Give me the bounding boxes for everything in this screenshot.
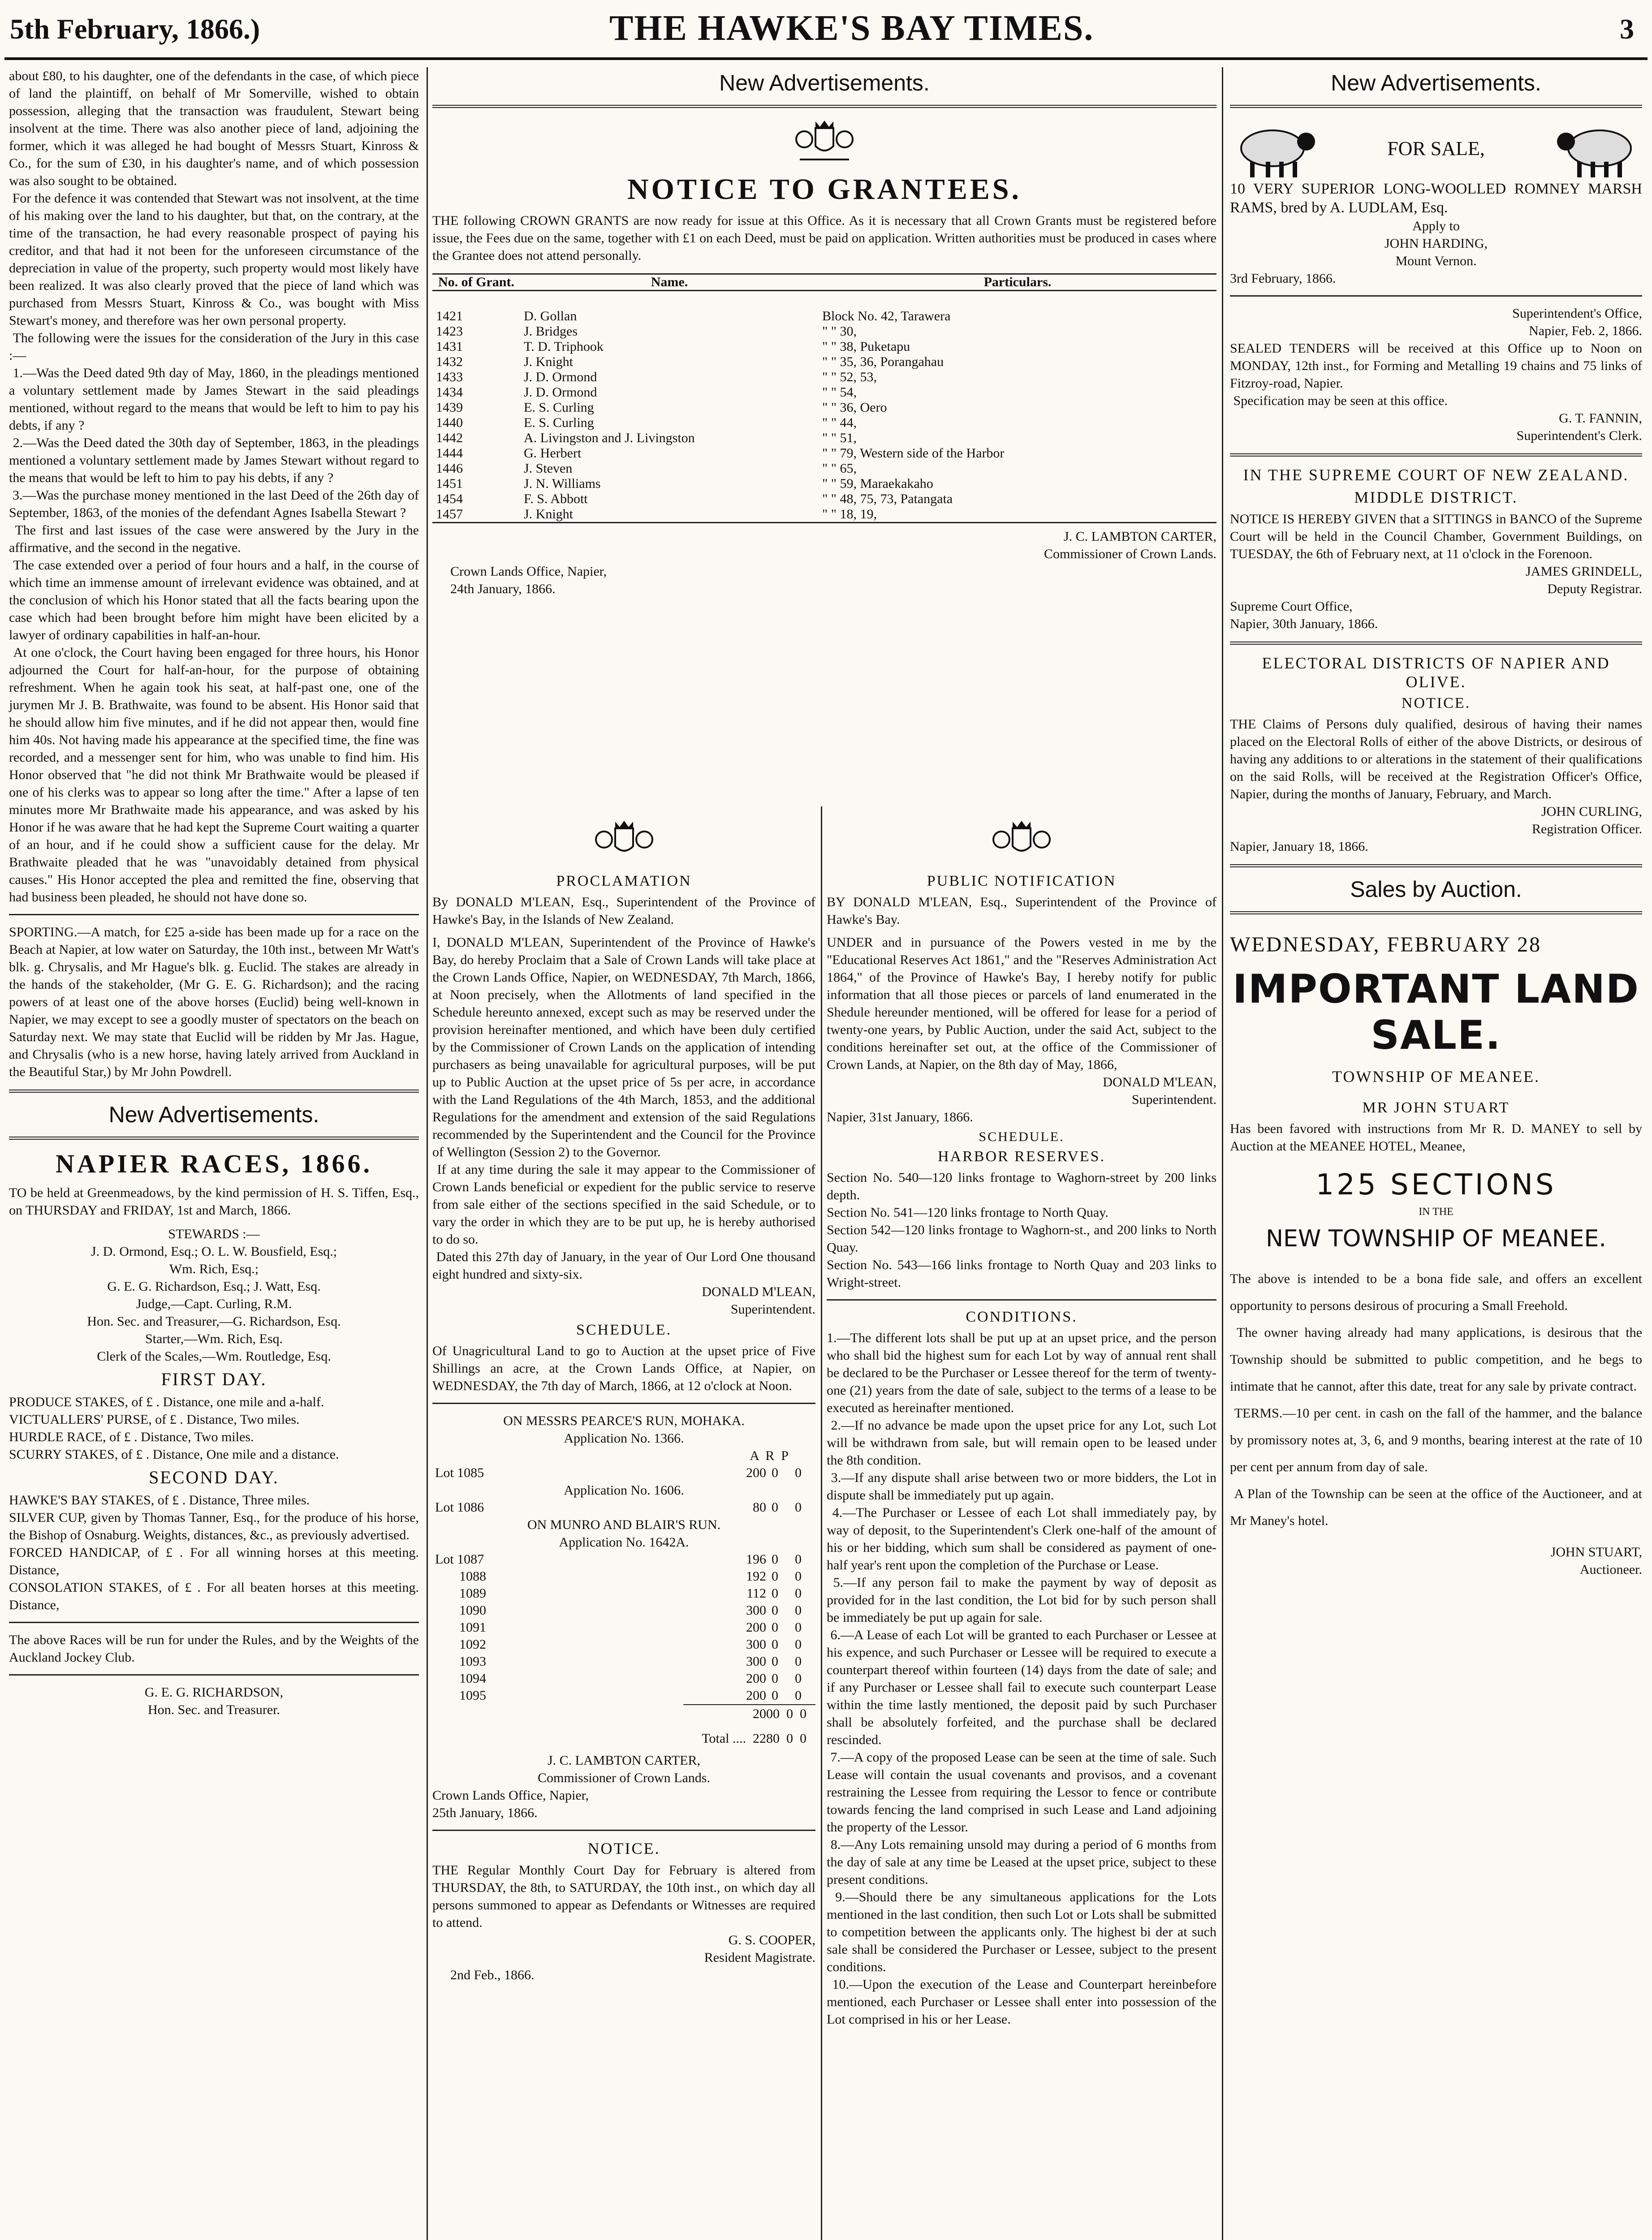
auction-body: The above is intended to be a bona fide sale, and offers an excellent opportunity to persons desirous of procuring a Small Freehold. The owner having already had many applications, is desirous that the Township should be submitted to public competition, and he begs to intimate that he cannot, after this date, treat for any sale by private contract. TERMS.—10 per cent. in cash on the fall of the hammer, and the balance by promissory notes at, 3, 6, and 9 months, bearing interest at the rate of 10 per cent per annum from day of sale. A Plan of the Township can be seen at the office of the Auctioneer, and at Mr Maney's hotel. [1230, 1271, 1643, 1528]
conditions-body: 1.—The different lots shall be put up at an upset price, and the person who shall bid the highest sum for each Lot by way of annual rent shall be declared to be the Purchaser or Lessee thereof for the term of twenty-one (21) years from the date of sale, subject to the terms of a lease to be executed as hereinafter mentioned. 2.—If no advance be made upon the upset price for any Lot, such Lot will be withdrawn from sale, but will remain open to be leased under the 8th condition. 3.—If any dispute shall arise between two or more bidders, the Lot in dispute shall be immediately put up again. 4.—The Purchaser or Lessee of each Lot shall immediately pay, by way of deposit, to the Superintendent's Clerk one-half of the amount of his or her bidding, which sum shall be considered as payment of one-half year's rent upon the completion of the Purchase or Lease. 5.—If any person fail to make the payment by way of deposit as provided for in the last condition, the Lot bid for by such person shall be immediately be put up again for sale. 6.—A Lease of each Lot will be granted to each Purchaser or Lessee at his expence, and such Purchaser or Lessee will be required to execute a counterpart thereof within fourteen (14) days from the date of sale; and if any Purchaser or Lessee shall fail to execute such counterpart Lease within the time lastly mentioned, the deposit paid by such Purchaser shall be absolutely forfeited, and the purchase shall be declared rescinded. 7.—A copy of the proposed Lease can be seen at the time of sale. Such Lease will contain the usual covenants and provisos, and a covenant restraining the Lessee from requiring the Lessor to fence or contribute towards fencing the land comprised in such Lease and Land adjoining the property of the Lessor. 8.—Any Lots remaining unsold may during a period of 6 months from the day of sale at any time be Leased at the upset price, subject to these present conditions. 9.—Should there be any simultaneous applications for the Lots mentioned in the last condition, then such Lot or Lots shall be submitted to competition between the applicants only. The highest bi der at such sale shall be considered the Purchaser or Lessee, subject to the present conditions. 10.—Upon the execution of the Lease and Counterpart hereinbefore mentioned, each Purchaser or Lessee shall enter into possession of the Lot comprised in his or her Lease. [827, 1331, 1217, 2027]
divider [9, 914, 419, 915]
electoral-date: Napier, January 18, 1866. [1230, 839, 1368, 854]
table-row: Lot 1085 200 0 0 [435, 1465, 802, 1480]
run-heading: ON MESSRS PEARCE'S RUN, MOHAKA. [503, 1413, 745, 1428]
table-row: 1442 A. Livingston and J. Livingston " " 51, [436, 430, 857, 445]
ram-icon [1553, 117, 1642, 180]
magistrate-signature: G. S. COOPER, Resident Magistrate. [704, 1933, 815, 1965]
table-row: 1451 J. N. Williams " " 59, Maraekakaho [436, 476, 933, 491]
auctioneer-name: MR JOHN STUART [1362, 1099, 1510, 1116]
table-row: 1091 200 0 0 [459, 1620, 802, 1635]
newspaper-title: THE HAWKE'S BAY TIMES. [609, 9, 1094, 48]
lots-table [432, 1465, 815, 1482]
table-row: 1421 D. Gollan Block No. 42, Tarawera [436, 308, 951, 323]
section-header: New Advertisements. [1331, 70, 1541, 95]
section-header: New Advertisements. [719, 70, 930, 95]
for-sale-header [1230, 117, 1642, 180]
royal-arms-icon [988, 817, 1055, 866]
tender-signature: G. T. FANNIN, Superintendent's Clerk. [1516, 411, 1642, 443]
commissioner-signature: J. C. LAMBTON CARTER, Commissioner of Crown Lands. [538, 1753, 710, 1785]
divider [1230, 864, 1642, 867]
court-report: about £80, to his daughter, one of the defendants in the case, of which piece of land the plaintiff, on behalf of Mr Somerville, wished to obtain possession, alleging that the transaction was fraudulent, Stewart being insolvent at the time. There was also another piece of land, adjoining the former, which it was alleged he had bought of Messrs Stuart, Kinross & Co., for the sum of £30, in his daughter's name, and of which possession was also sought to be obtained. For the defence it was contended that Stewart was not insolvent, at the time of his making over the land to his daughter, but that, on the contrary, at the time of the transaction, he had every reasonable prospect of paying his creditor, and that had it not been for the unforeseen circumstance of the depreciation in value of the property, such property would most likely have been realized. It was also clearly proved that the piece of land which was purchased from Messrs Stuart, Kinross & Co., was bought with Miss Stewart's money, and therefore was her own personal property. The following were the issues for the consideration of the Jury in this case :— 1.—Was the Deed dated 9th day of May, 1860, in the pleadings mentioned a voluntary settlement made by James Stewart in the said pleadings mentioned, without regard to the means that would be left to him to pay his debts, if any ? 2.—Was the Deed dated the 30th day of September, 1863, in the pleadings mentioned a voluntary settlement made by James Stewart without regard to the means that would be left to him to pay his debts, if any ? 3.—Was the purchase money mentioned in the last Deed of the 26th day of September, 1863, of the monies of the defendant Agnes Isabella Stewart ? The first and last issues of the case were answered by the Jury in the affirmative, and the second in the negative. The case extended over a period of four hours and a half, in the course of which time an immense amount of irrelevant evidence was obtained, and at the conclusion of which his Honor stated that all the facts bearing upon the case which had been brought before him might have been elicited by a lawyer of ordinary capabilities in half-an-hour. At one o'clock, the Court having been engaged for three hours, his Honor adjourned the Court for half-an-hour, for the purpose of obtaining refreshment. When he again took his seat, at half-past one, one of the jurymen Mr J. B. Brathwaite, was found to be absent. His Honor said that he should allow him five minutes, and if he did not appear then, would fine him 40s. Not having made his appearance at the specified time, the fine was recorded, and a messenger sent for him, who was unable to find him. His Honor observed that "he did not think Mr Brathwaite would be pleased if one of his clerks was to appear so long after the time." After a lapse of ten minutes more Mr Brathwaite made his appearance, and was asked by his Honor if he was aware that he had kept the Supreme Court waiting a quarter of an hour, and if he could show a sufficient cause for the delay. Mr Brathwaite pleaded that he was "unavoidably detained from physical causes." His Honor accepted the plea and remitted the fine, observing that had business been pleaded, he should not have done so. [9, 69, 419, 905]
electoral-body: THE Claims of Persons duly qualified, desirous of having their names placed on the Electoral Rolls of either of the above Districts, or desirous of having any additions to or alterations in the statement of their qualifications on the said Rolls, will be received at the Registration Officer's Office, Napier, during the months of January, February, and March. [1230, 717, 1646, 801]
sections-count: 125 SECTIONS [1316, 1168, 1557, 1202]
schedule-intro: Of Unagricultural Land to go to Auction at the upset price of Five Shillings an acre, at the Crown Lands Office, at Napier, on WEDNESDAY, the 7th day of March, 1866, at 12 o'clock at Noon. [432, 1344, 819, 1393]
lots-table [432, 1551, 815, 1704]
divider [1230, 295, 1642, 297]
auction-date: WEDNESDAY, FEBRUARY 28 [1230, 933, 1541, 956]
table-row: 1088 192 0 0 [459, 1569, 802, 1584]
subtotal: 2000 0 0 [683, 1704, 815, 1723]
masthead [0, 0, 1652, 67]
schedule-heading: SCHEDULE. [979, 1129, 1065, 1144]
proclamation-body: I, DONALD M'LEAN, Superintendent of the Province of Hawke's Bay, do hereby Proclaim that a Sale of Crown Lands will take place at the Crown Lands Office, Napier, on WEDNESDAY, 7th March, 1866, at Noon precisely, when the Allotments of land specified in the Schedule hereunto annexed, except such as may be reserved under the provision hereinafter mentioned, and which have been duly certified by the Commissioner of Crown Lands on the application of intending purchasers as being unavailable for agricultural purposes, will be put up to Public Auction at the upset price of 5s per acre, in accordance with the Land Regulations of the 4th March, 1853, and the additional Regulations for the amendment and extension of the said Regulations recommended by the Superintendent and the Council for the Province of Wellington (Session 2) to the Governor. If at any time during the sale it may appear to the Commissioner of Crown Lands beneficial or expedient for the public service to reserve from sale either of the sections specified in the said Schedule, or to vary the order in which they are to be put up, he is hereby authorised to do so. Dated this 27th day of January, in the year of Our Lord One thousand eight hundred and sixty-six. [432, 935, 816, 1282]
office-date: Crown Lands Office, Napier, 25th January, 1866. [432, 1788, 589, 1820]
harbor-heading: HARBOR RESERVES. [937, 1148, 1105, 1165]
important-land-sale: IMPORTANT LAND SALE. [1233, 966, 1639, 1058]
grants-table [432, 273, 1216, 523]
notification-body: UNDER and in pursuance of the Powers vested in me by the "Educational Reserves Act 1861," and the "Reserves Administration Act 1864," of the Province of Hawke's Bay, I hereby notify for public information that all those pieces or parcels of land enumerated in the Shedule hereunder mentioned, will be offered for lease for a period of twenty-one years, by Public Auction, under the said Act, subject to the conditions hereinafter set out, at the office of the Commissioner of Crown Lands, at Napier, on the 8th day of May, 1866, [827, 935, 1220, 1072]
auctioneer-signature: JOHN STUART, Auctioneer. [1550, 1545, 1642, 1577]
arp-header: A R P [750, 1448, 789, 1463]
races-title: NAPIER RACES, 1866. [56, 1149, 372, 1178]
notification-date: Napier, 31st January, 1866. [827, 1110, 973, 1124]
notification-column [827, 811, 1220, 2240]
races-signature: G. E. G. RICHARDSON, Hon. Sec. and Treasurer. [144, 1685, 284, 1717]
races-footer: The above Races will be run for under the Rules, and by the Weights of the Auckland Jockey Club. [9, 1633, 422, 1665]
tender-header: Superintendent's Office, Napier, Feb. 2, 1866. [1512, 306, 1642, 338]
name-header: Name. [651, 275, 688, 289]
notice-date: 2nd Feb., 1866. [450, 1968, 535, 1982]
auction-header: Sales by Auction. [1350, 877, 1522, 902]
lots-table [432, 1499, 815, 1516]
notification-title: PUBLIC NOTIFICATION [927, 873, 1117, 889]
column-rule [821, 806, 822, 2240]
particulars-header: Particulars. [983, 275, 1052, 289]
table-row: 1423 J. Bridges " " 30, [436, 323, 857, 339]
royal-arms-icon [591, 817, 658, 866]
for-sale-title: FOR SALE, [1387, 137, 1485, 159]
new-township: NEW TOWNSHIP OF MEANEE. [1266, 1225, 1606, 1252]
issue-date: 5th February, 1866.) [10, 13, 260, 45]
notice-title: NOTICE TO GRANTEES. [627, 173, 1022, 206]
divider [432, 1830, 815, 1831]
commissioner-signature: J. C. LAMBTON CARTER, Commissioner of Crown Lands. [1044, 529, 1216, 561]
in-the: IN THE [1419, 1206, 1454, 1218]
application-number: Application No. 1606. [564, 1483, 684, 1498]
notification-signature: DONALD M'LEAN, Superintendent. [1103, 1075, 1216, 1107]
notice-body: THE following CROWN GRANTS are now ready for issue at this Office. As it is necessary that all Crown Grants must be registered before issue, the Fees due on the same, together with £1 on each Deed, must be paid on application. Written authorities must be produced in cases where the Grantee does not attend personally. [432, 213, 1220, 263]
harbor-sections: Section No. 540—120 links frontage to Waghorn-street by 200 links depth. Section No. 541—120 links frontage to North Quay. Section 542—120 links frontage to Waghorn-st., and 200 links to North Quay. Section No. 543—166 links frontage to North Quay and 203 links to Wright-street. [827, 1170, 1216, 1290]
table-row: 1432 J. Knight " " 35, 36, Porangahau [436, 354, 944, 369]
table-row: 1439 E. S. Curling " " 36, Oero [436, 400, 887, 415]
apply-to: Apply to JOHN HARDING, Mount Vernon. [1385, 219, 1488, 268]
conditions-heading: CONDITIONS. [966, 1309, 1078, 1325]
registrar-signature: JAMES GRINDELL, Deputy Registrar. [1526, 564, 1642, 596]
court-date: Supreme Court Office, Napier, 30th January, 1866. [1230, 599, 1378, 631]
district-heading: MIDDLE DISTRICT. [1354, 488, 1518, 506]
divider [432, 105, 1216, 108]
township-heading: TOWNSHIP OF MEANEE. [1332, 1068, 1540, 1086]
grantees-notice [432, 67, 1220, 802]
second-day-races: HAWKE'S BAY STAKES, of £ . Distance, Three miles. SILVER CUP, given by Thomas Tanner, Esq., for the produce of his horse, the Bishop of Osnaburg. Weights, distances, &c., as previously advertised. FORCED HANDICAP, of £ . For all winning horses at this meeting. Distance, CONSOLATION STAKES, of £ . For all beaten horses at this meeting. Distance, [9, 1493, 419, 1612]
divider [1230, 105, 1642, 108]
notice-heading: NOTICE. [587, 1839, 660, 1857]
favored-text: Has been favored with instructions from Mr R. D. MANEY to sell by Auction at the MEANEE HOTEL, Meanee, [1230, 1121, 1645, 1154]
proclamation-column [432, 811, 819, 2240]
proclamation-title: PROCLAMATION [556, 873, 692, 889]
section-header: New Advertisements. [108, 1102, 319, 1127]
first-day-heading: FIRST DAY. [161, 1369, 267, 1389]
electoral-title: ELECTORAL DISTRICTS OF NAPIER AND OLIVE. [1262, 654, 1610, 691]
table-row: 1092 300 0 0 [459, 1637, 802, 1652]
divider [827, 1299, 1216, 1301]
stewards-list: STEWARDS :— J. D. Ormond, Esq.; O. L. W. Bousfield, Esq.; Wm. Rich, Esq.; G. E. G. Richardson, Esq.; J. Watt, Esq. Judge,—Capt. Curling, R.M. Hon. Sec. and Treasurer,—G. Richardson, Esq. Starter,—Wm. Rich, Esq. Clerk of the Scales,—Wm. Routledge, Esq. [87, 1227, 341, 1364]
divider [9, 1622, 419, 1623]
table-row: 1431 T. D. Triphook " " 38, Puketapu [436, 339, 910, 354]
ram-icon [1230, 117, 1320, 180]
sporting-item: SPORTING.—A match, for £25 a-side has been made up for a race on the Beach at Napier, at low water on Saturday, the 10th inst., between Mr Watt's blk. g. Chrysalis, and Mr Hague's blk. g. Euclid. The stakes are already in the hands of the stakeholder, (Mr G. E. G. Richardson); and the racing powers of at least one of the above horses (Euclid) being well-known in Napier, we may except to see a goodly muster of spectators on the beach on Saturday next. We may state that Euclid will be ridden by Mr Jas. Hague, and Chrysalis (who is a new horse, having lately arrived from Auckland in the Beautiful Star,) by Mr John Powdrell. [9, 925, 423, 1079]
table-row: 1454 F. S. Abbott " " 48, 75, 73, Patangata [436, 491, 953, 506]
application-number: Application No. 1366. [564, 1431, 684, 1446]
masthead-rule [4, 57, 1648, 60]
court-title: IN THE SUPREME COURT OF NEW ZEALAND. [1243, 466, 1629, 484]
electoral-notice-heading: NOTICE. [1401, 695, 1471, 711]
table-row: Lot 1087 196 0 0 [435, 1552, 802, 1567]
column-1 [9, 67, 423, 2240]
rams-ad: 10 VERY SUPERIOR LONG-WOOLLED ROMNEY MARSH RAMS, bred by A. LUDLAM, Esq. [1230, 181, 1646, 216]
table-row: 1444 G. Herbert " " 79, Western side of the Harbor [436, 445, 1005, 461]
royal-arms-icon [791, 117, 858, 166]
table-row: 1094 200 0 0 [459, 1671, 802, 1686]
divider [9, 1090, 419, 1093]
registration-signature: JOHN CURLING, Registration Officer. [1531, 804, 1642, 836]
table-row: 1434 J. D. Ormond " " 54, [436, 384, 857, 400]
column-rule [1222, 67, 1223, 2240]
notification-by: BY DONALD M'LEAN, Esq., Superintendent of the Province of Hawke's Bay. [827, 895, 1220, 927]
run-heading: ON MUNRO AND BLAIR'S RUN. [527, 1517, 721, 1532]
tender-body: SEALED TENDERS will be received at this Office up to Noon on MONDAY, 12th inst., for Forming and Metalling 19 chains and 75 links of Fitzroy-road, Napier. Specification may be seen at this office. [1230, 341, 1642, 408]
proclamation-by: By DONALD M'LEAN, Esq., Superintendent of the Province of Hawke's Bay, in the Islands of New Zealand. [432, 895, 819, 927]
table-row: 1446 J. Steven " " 65, [436, 461, 857, 476]
divider [1230, 453, 1642, 457]
court-day-notice: THE Regular Monthly Court Day for February is altered from THURSDAY, the 8th, to SATURDAY, the 10th inst., on which day all persons summoned to appear as Defendants or Witnesses are required to attend. [432, 1863, 819, 1930]
divider [1230, 642, 1642, 645]
apply-date: 3rd February, 1866. [1230, 271, 1336, 286]
table-row: 1095 200 0 0 [459, 1688, 802, 1703]
races-intro: TO be held at Greenmeadows, by the kind permission of H. S. Tiffen, Esq., on THURSDAY and FRIDAY, 1st and March, 1866. [9, 1185, 423, 1218]
table-row: 1090 300 0 0 [459, 1603, 802, 1618]
total: Total .... 2280 0 0 [702, 1731, 807, 1746]
application-number: Application No. 1642A. [559, 1535, 689, 1550]
second-day-heading: SECOND DAY. [149, 1467, 279, 1487]
schedule-heading: SCHEDULE. [576, 1322, 672, 1338]
divider [9, 1674, 419, 1676]
column-rule [427, 67, 428, 2240]
table-row: 1093 300 0 0 [459, 1654, 802, 1669]
grant-no-header: No. of Grant. [438, 275, 514, 289]
table-row: 1440 E. S. Curling " " 44, [436, 415, 857, 430]
court-body: NOTICE IS HEREBY GIVEN that a SITTINGS in BANCO of the Supreme Court will be held in the Council Chamber, Government Buildings, on TUESDAY, the 6th of February next, at 11 o'clock in the Forenoon. [1230, 512, 1646, 561]
table-row: 1457 J. Knight " " 18, 19, [432, 507, 1216, 523]
proclamation-signature: DONALD M'LEAN, Superintendent. [702, 1284, 815, 1317]
divider [432, 1403, 815, 1404]
column-4 [1230, 67, 1646, 2240]
first-day-races: PRODUCE STAKES, of £ . Distance, one mile and a-half. VICTUALLERS' PURSE, of £ . Distance, Two miles. HURDLE RACE, of £ . Distance, Two miles. SCURRY STAKES, of £ . Distance, One mile and a distance. [9, 1395, 339, 1462]
page-number: 3 [1620, 13, 1634, 45]
office-date: Crown Lands Office, Napier, 24th January, 1866. [450, 564, 607, 596]
divider [1230, 911, 1642, 914]
divider [9, 1137, 419, 1140]
table-row: Lot 1086 80 0 0 [435, 1500, 802, 1515]
table-row: 1433 J. D. Ormond " " 52, 53, [436, 369, 877, 384]
table-row: 1089 112 0 0 [459, 1586, 802, 1601]
